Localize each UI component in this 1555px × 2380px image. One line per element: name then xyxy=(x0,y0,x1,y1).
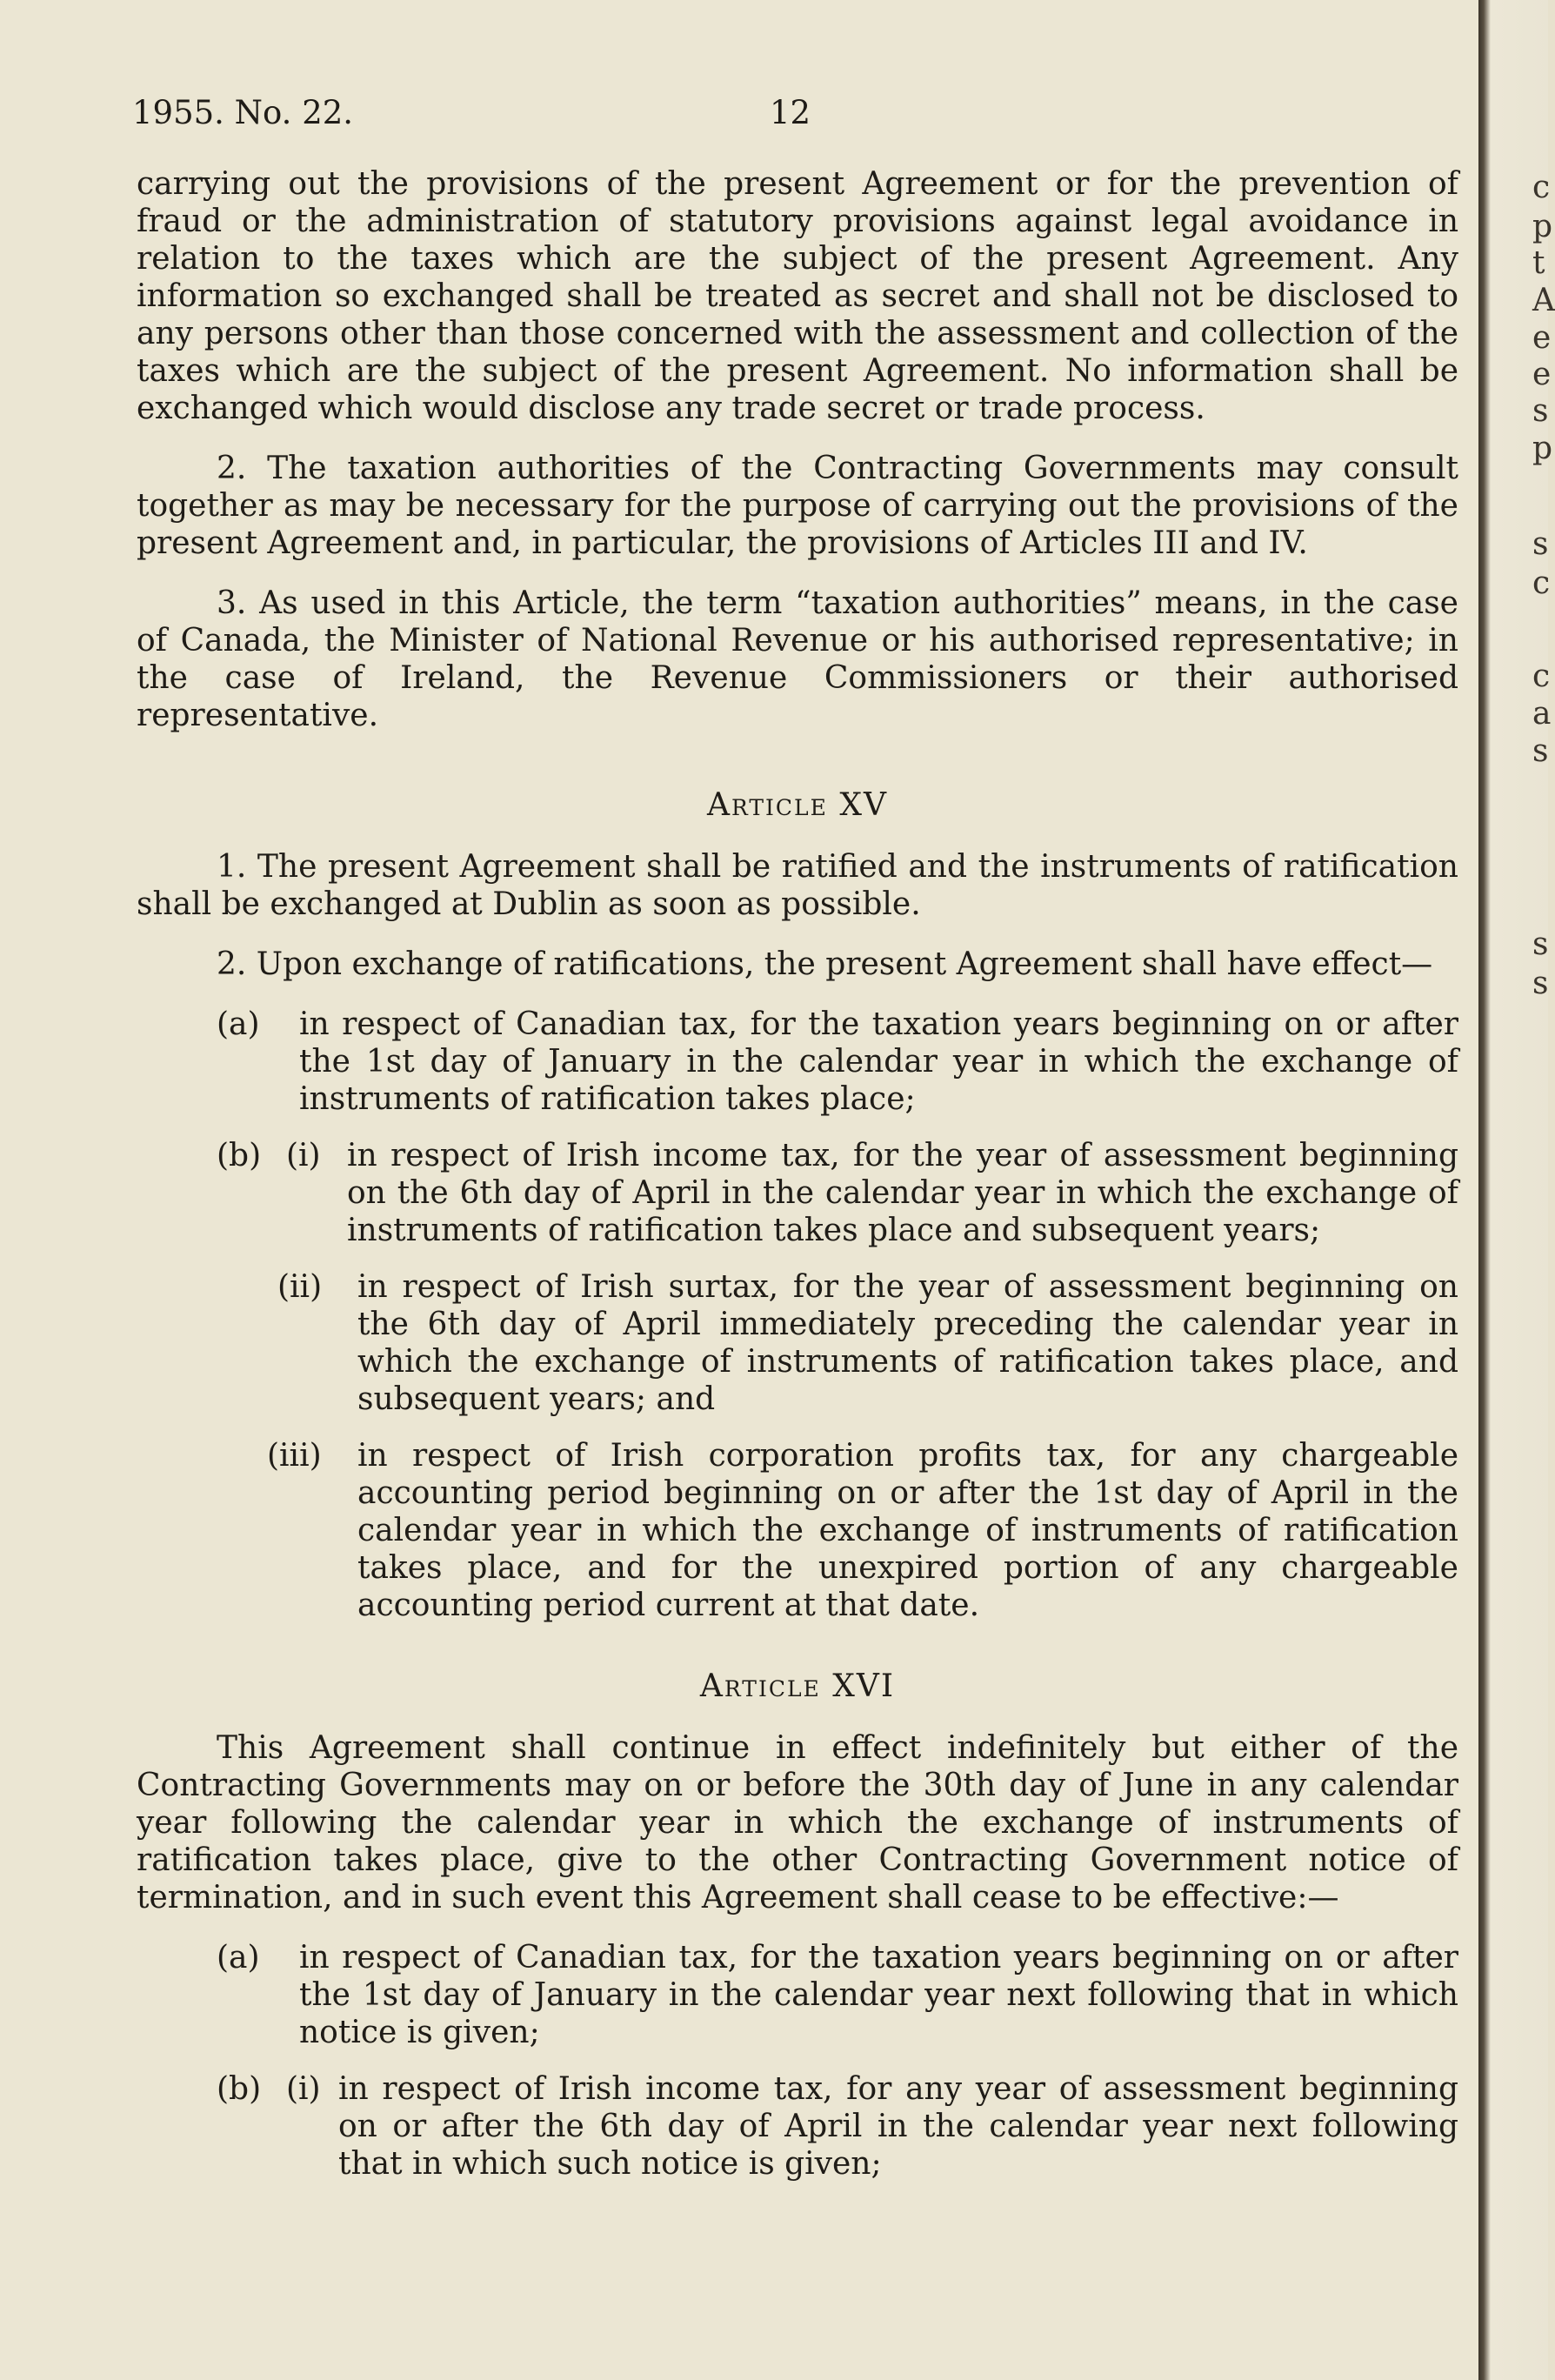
facing-page-letter: p xyxy=(1532,209,1553,244)
facing-page-letter: c xyxy=(1532,565,1551,601)
paragraph-2: 2. The taxation authorities of the Contracting Governments may consult together as may be necessary for the purpose of carrying out the provisions of the present Agreement and, in particular, the provisions of Articles III and IV. xyxy=(137,451,1458,561)
article-xvi-paragraph-1: This Agreement shall continue in effect indefinitely but either of the Contracting Governments may on or before the 30th day of June in any calendar year following the calendar year in which the exchange of instruments of ratification takes place, give to the other Contracting Government notice of termination, and in such event this Agreement shall cease to be effective:— xyxy=(137,1730,1458,1915)
article-xv-heading: Article XV xyxy=(707,787,888,823)
subitem-text: in respect of Irish surtax, for the year of assessment beginning on the 6th day of April immediately preceding the calendar year in which the exchange of instruments of ratification takes place, and subsequent years; and xyxy=(357,1269,1458,1417)
article-xvi-item-b-i xyxy=(137,2070,1458,2183)
item-label: (a) xyxy=(217,1940,260,1976)
article-xv-item-b-i xyxy=(137,1137,1458,1249)
facing-page-letter: s xyxy=(1532,526,1549,562)
subitem-label: (iii) xyxy=(267,1438,322,1474)
facing-page-letter: s xyxy=(1532,926,1549,962)
item-text: in respect of Canadian tax, for the taxation years beginning on or after the 1st day of January in the calendar year next following that in which notice is given; xyxy=(299,1940,1458,2050)
page-header-citation: 1955. No. 22. xyxy=(132,94,354,131)
subitem-label: (ii) xyxy=(277,1269,323,1305)
subitem-label: (i) xyxy=(286,2071,321,2107)
subitem-label: (i) xyxy=(286,1138,321,1173)
article-xv-item-a xyxy=(137,1006,1458,1118)
item-label: (b) xyxy=(217,2071,262,2107)
facing-page-letter: e xyxy=(1532,320,1552,356)
article-xv-paragraph-1: 1. The present Agreement shall be ratified and the instruments of ratification shall be exchanged at Dublin as soon as possible. xyxy=(137,849,1458,922)
subitem-text: in respect of Irish income tax, for any year of assessment beginning on or after the 6th day of April in the calendar year next following that in which such notice is given; xyxy=(338,2071,1458,2182)
item-label: (b) xyxy=(217,1138,262,1173)
article-xvi-item-a xyxy=(137,1939,1458,2051)
paragraph-3: 3. As used in this Article, the term “taxation authorities” means, in the case of Canada, the Minister of National Revenue or his authorised representative; in the case of Ireland, the Revenue Commissioners or their authorised representative. xyxy=(137,585,1458,733)
article-xv-item-b-ii xyxy=(137,1268,1458,1418)
facing-page-letter: c xyxy=(1532,170,1551,205)
page-number: 12 xyxy=(770,94,811,131)
facing-page-letter: A xyxy=(1532,283,1555,318)
subitem-text: in respect of Irish corporation profits tax, for any chargeable accounting period beginning on or after the 1st day of April in the calendar year in which the exchange of instruments of ratification takes place, and for the unexpired portion of any chargeable accounting period current at that date. xyxy=(357,1438,1458,1623)
facing-page-letter: s xyxy=(1532,733,1549,769)
article-xvi-heading: Article XVI xyxy=(699,1668,896,1704)
paragraph-continuation: carrying out the provisions of the present Agreement or for the prevention of fraud or the administration of statutory provisions against legal avoidance in relation to the taxes which are the subject of the present Agreement. Any information so exchanged shall be treated as secret and shall not be disclosed to any persons other than those concerned with the assessment and collection of the taxes which are the subject of the present Agreement. No information shall be exchanged which would disclose any trade secret or trade process. xyxy=(137,166,1458,426)
facing-page-letter: a xyxy=(1532,696,1552,732)
article-xv-item-b-iii xyxy=(137,1437,1458,1624)
facing-page-letter: e xyxy=(1532,357,1552,392)
item-text: in respect of Canadian tax, for the taxation years beginning on or after the 1st day of January in the calendar year in which the exchange of instruments of ratification takes place; xyxy=(299,1006,1458,1117)
facing-page-letter: s xyxy=(1532,393,1549,429)
article-xv-paragraph-2: 2. Upon exchange of ratifications, the present Agreement shall have effect— xyxy=(217,946,1433,982)
item-label: (a) xyxy=(217,1006,260,1042)
subitem-text: in respect of Irish income tax, for the year of assessment beginning on the 6th day of April in the calendar year in which the exchange of instruments of ratification takes place and subsequent years; xyxy=(347,1138,1458,1248)
facing-page-letter: s xyxy=(1532,966,1549,1001)
facing-page-letter: p xyxy=(1532,431,1553,466)
facing-page-letter: t xyxy=(1532,245,1545,281)
facing-page-letter: c xyxy=(1532,659,1551,694)
main-text xyxy=(137,165,1458,2202)
